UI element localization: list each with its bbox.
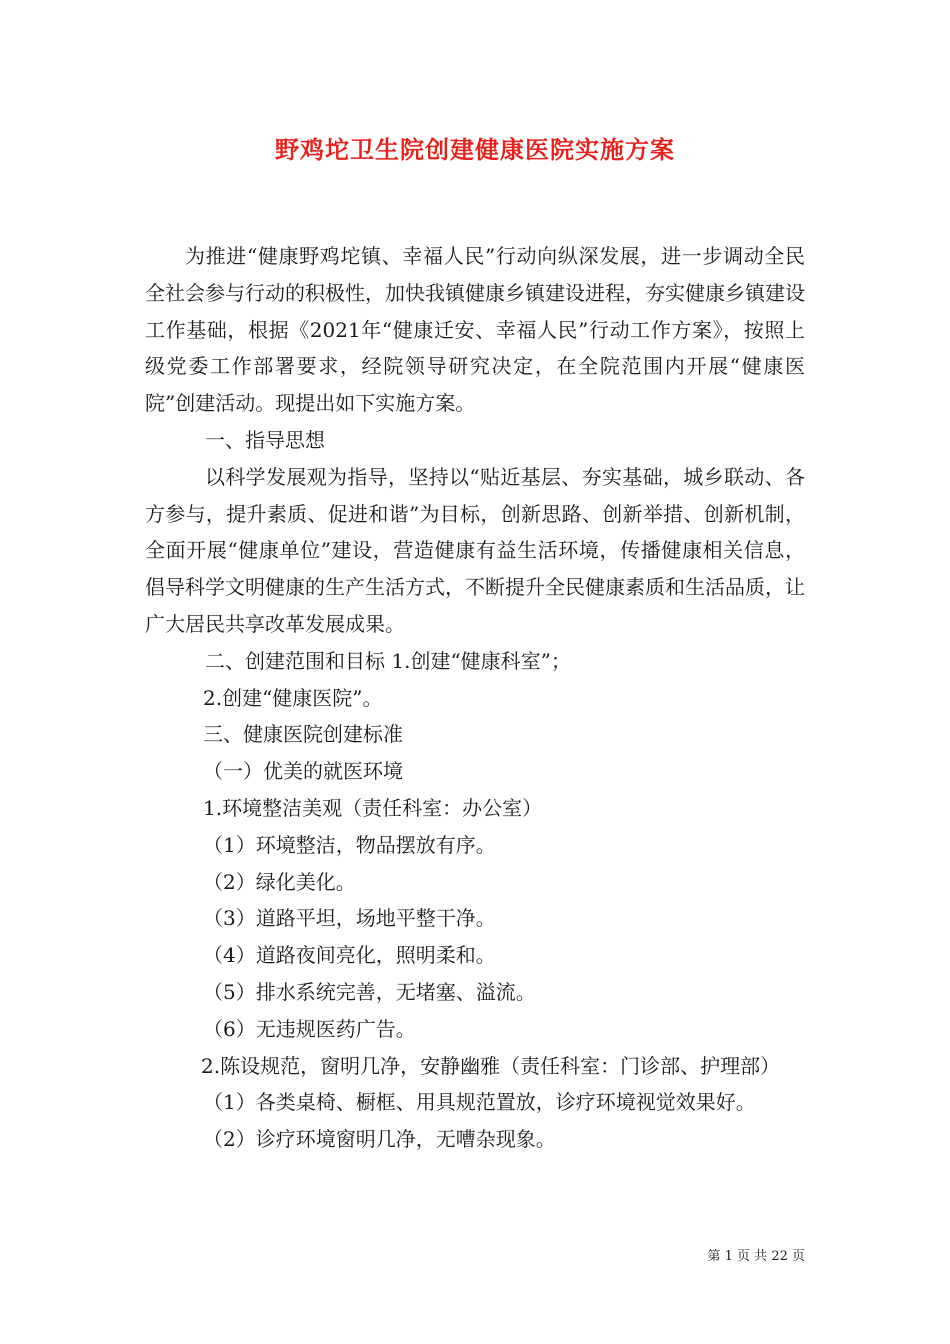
standard-subitem: （5）排水系统完善，无堵塞、溢流。 [203, 979, 536, 1004]
standard-subitem: （6）无违规医药广告。 [203, 1016, 416, 1041]
page-number: 第 1 页 共 22 页 [707, 1249, 805, 1264]
intro-paragraph: 为推进“健康野鸡坨镇、幸福人民”行动向纵深发展，进一步调动全民全社会参与行动的积极性，加快我镇健康乡镇建设进程，夯实健康乡镇建设工作基础，根据《2021年“健康迁安、幸福人民”行动工作方案》，按照上级党委工作部署要求，经院领导研究决定，在全院范围内开展“健康医院”创建活动。现提出如下实施方案。 [145, 244, 805, 416]
goal-item: 2.创建“健康医院”。 [203, 685, 383, 710]
section-heading-3: 三、健康医院创建标准 [203, 722, 403, 747]
guiding-thought-paragraph: 以科学发展观为指导，坚持以“贴近基层、夯实基础，城乡联动、各方参与，提升素质、促进和谐”为目标，创新思路、创新举措、创新机制，全面开展“健康单位”建设，营造健康有益生活环境，传播健康相关信息，倡导科学文明健康的生产生活方式，不断提升全民健康素质和生活品质，让广大居民共享改革发展成果。 [145, 464, 805, 636]
standard-subitem: （2）绿化美化。 [203, 869, 356, 894]
standard-subitem: （3）道路平坦，场地平整干净。 [203, 906, 496, 931]
section-heading-2: 二、创建范围和目标 1.创建“健康科室”； [205, 648, 571, 673]
standard-item: 2.陈设规范，窗明几净，安静幽雅（责任科室：门诊部、护理部） [201, 1053, 781, 1078]
standard-item: 1.环境整洁美观（责任科室：办公室） [203, 795, 543, 820]
document-title: 野鸡坨卫生院创建健康医院实施方案 [275, 135, 675, 164]
standard-subitem: （2）诊疗环境窗明几净，无嘈杂现象。 [203, 1127, 556, 1152]
section-heading-1: 一、指导思想 [205, 427, 325, 452]
standard-subitem: （1）各类桌椅、橱框、用具规范置放，诊疗环境视觉效果好。 [203, 1090, 756, 1115]
document-body [145, 238, 805, 1158]
subsection-heading: （一）优美的就医环境 [203, 759, 403, 784]
standard-subitem: （1）环境整洁，物品摆放有序。 [203, 832, 496, 857]
standard-subitem: （4）道路夜间亮化，照明柔和。 [203, 943, 496, 968]
